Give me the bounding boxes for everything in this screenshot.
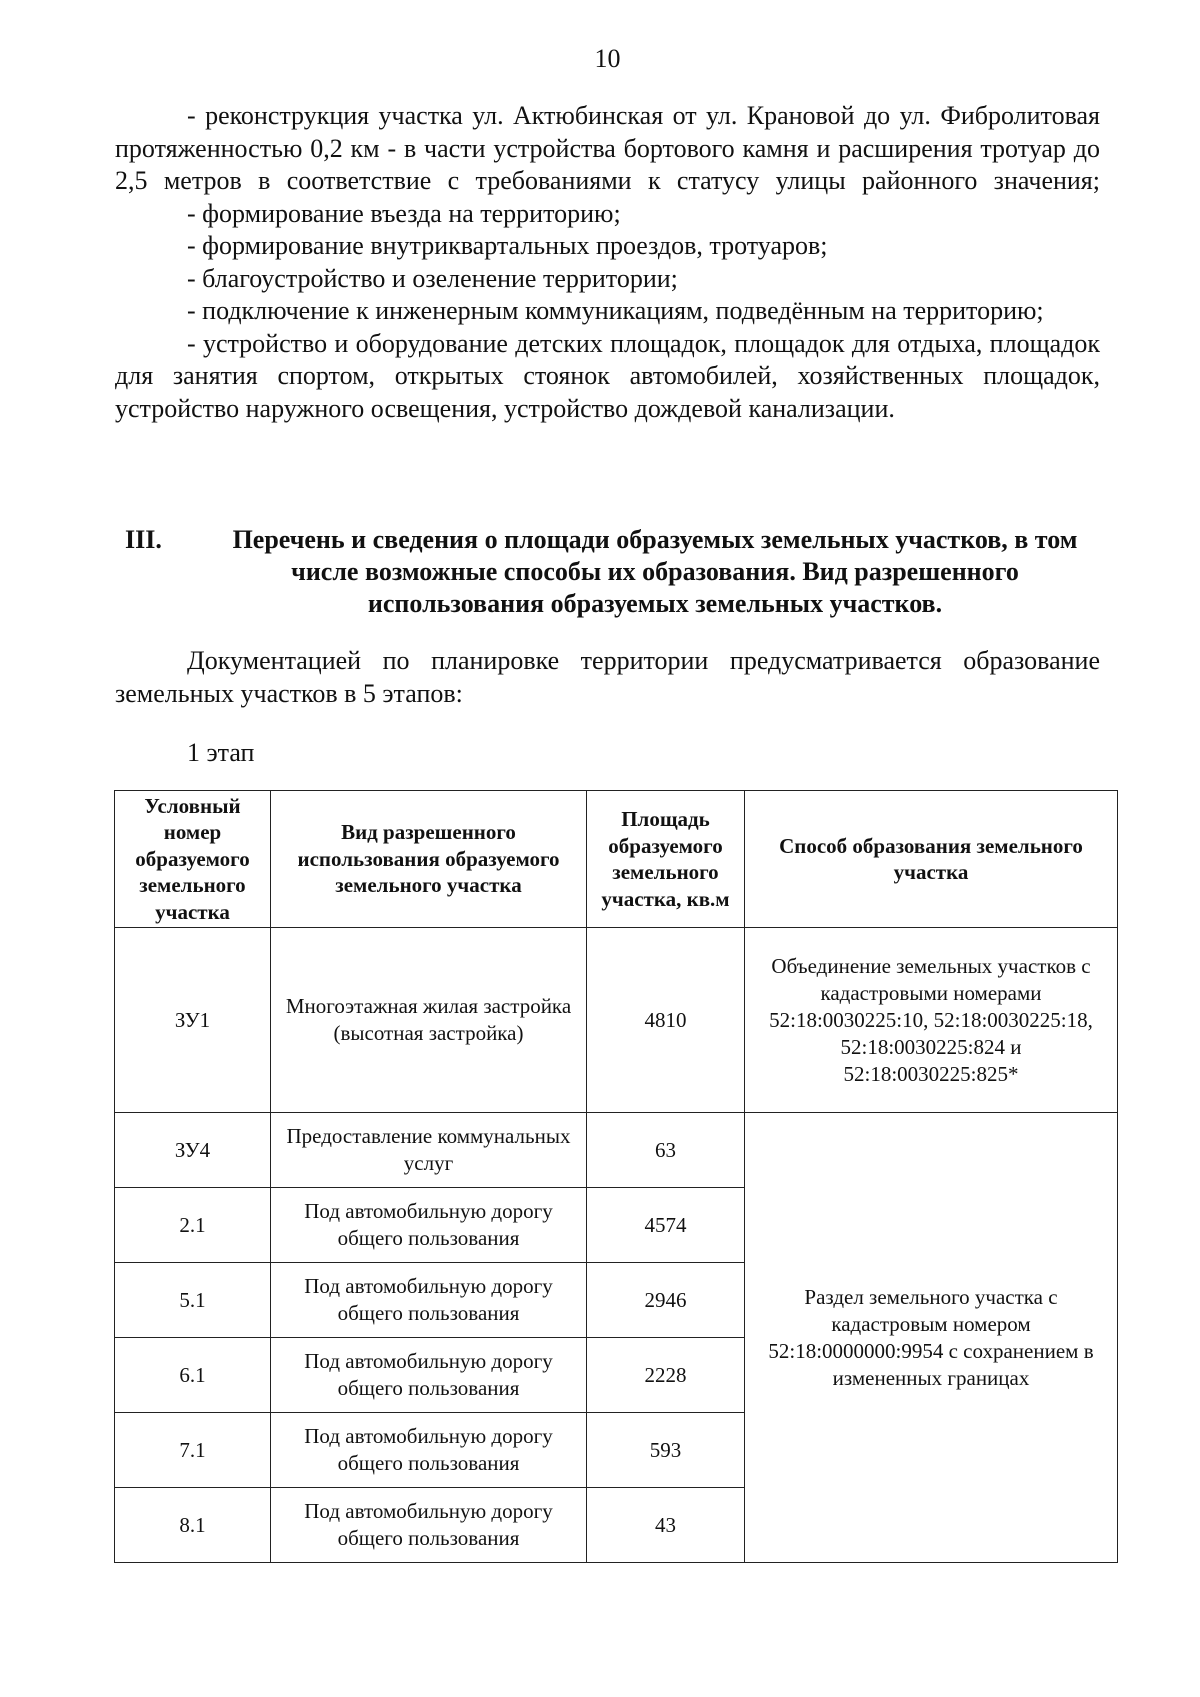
intro-item-driveways: - формирование внутриквартальных проездов, тротуаров; bbox=[187, 231, 828, 260]
section-heading bbox=[125, 524, 1100, 620]
cell-parcel-number: 6.1 bbox=[115, 1338, 271, 1413]
cell-permitted-use: Предоставление коммунальных услуг bbox=[271, 1113, 587, 1188]
cell-permitted-use: Под автомобильную дорогу общего пользования bbox=[271, 1488, 587, 1563]
cell-permitted-use: Под автомобильную дорогу общего пользования bbox=[271, 1263, 587, 1338]
cell-parcel-number: ЗУ1 bbox=[115, 928, 271, 1113]
intro-item-playgrounds: - устройство и оборудование детских площадок, площадок для отдыха, площадок для занятия спортом, открытых стоянок автомобилей, хозяйственных площадок, устройство наружного освещения, устройство дождевой канализации. bbox=[115, 328, 1100, 423]
cell-formation-method: Объединение земельных участков с кадастровыми номерами 52:18:0030225:10, 52:18:0030225:18, 52:18:0030225:824 и 52:18:0030225:825* bbox=[745, 928, 1118, 1113]
parcels-table bbox=[114, 790, 1118, 1563]
cell-permitted-use: Многоэтажная жилая застройка (высотная застройка) bbox=[271, 928, 587, 1113]
cell-permitted-use: Под автомобильную дорогу общего пользования bbox=[271, 1188, 587, 1263]
stage-label: 1 этап bbox=[187, 738, 255, 767]
stages-paragraph-text: Документацией по планировке территории предусматривается образование земельных участков в 5 этапов: bbox=[115, 646, 1100, 708]
cell-area: 2228 bbox=[587, 1338, 745, 1413]
table-row bbox=[115, 1113, 1118, 1188]
intro-list bbox=[115, 100, 1100, 425]
cell-area: 4574 bbox=[587, 1188, 745, 1263]
header-permitted-use: Вид разрешенного использования образуемого земельного участка bbox=[271, 791, 587, 928]
cell-permitted-use: Под автомобильную дорогу общего пользования bbox=[271, 1413, 587, 1488]
cell-parcel-number: 2.1 bbox=[115, 1188, 271, 1263]
cell-permitted-use: Под автомобильную дорогу общего пользования bbox=[271, 1338, 587, 1413]
table-header-row bbox=[115, 791, 1118, 928]
cell-area: 63 bbox=[587, 1113, 745, 1188]
intro-item-entrance: - формирование въезда на территорию; bbox=[187, 198, 621, 228]
table-row bbox=[115, 928, 1118, 1113]
header-formation-method: Способ образования земельного участка bbox=[745, 791, 1118, 928]
cell-area: 2946 bbox=[587, 1263, 745, 1338]
cell-area: 593 bbox=[587, 1413, 745, 1488]
intro-item-road-reconstruction: - реконструкция участка ул. Актюбинская от ул. Крановой до ул. Фибролитовая протяженностью 0,2 км - в части устройства бортового камня и расширения тротуар до 2,5 метров в соответствие с требованиями к статусу улицы районного значения; bbox=[115, 101, 1100, 195]
cell-formation-method-merged: Раздел земельного участка с кадастровым номером 52:18:0000000:9954 с сохранением в измененных границах bbox=[745, 1113, 1118, 1563]
cell-parcel-number: 5.1 bbox=[115, 1263, 271, 1338]
header-area: Площадь образуемого земельного участка, кв.м bbox=[587, 791, 745, 928]
intro-item-utilities: - подключение к инженерным коммуникациям, подведённым на территорию; bbox=[187, 296, 1044, 325]
page-number: 10 bbox=[594, 44, 621, 73]
cell-parcel-number: ЗУ4 bbox=[115, 1113, 271, 1188]
cell-parcel-number: 7.1 bbox=[115, 1413, 271, 1488]
intro-item-landscaping: - благоустройство и озеленение территории; bbox=[187, 263, 678, 293]
header-parcel-number: Условный номер образуемого земельного участка bbox=[115, 791, 271, 928]
cell-area: 4810 bbox=[587, 928, 745, 1113]
cell-parcel-number: 8.1 bbox=[115, 1488, 271, 1563]
cell-area: 43 bbox=[587, 1488, 745, 1563]
stages-paragraph bbox=[115, 645, 1100, 710]
section-number: III. bbox=[125, 525, 162, 554]
section-title: Перечень и сведения о площади образуемых земельных участков, в том числе возможные способы их образования. Вид разрешенного использования образуемых земельных участков. bbox=[232, 525, 1078, 618]
